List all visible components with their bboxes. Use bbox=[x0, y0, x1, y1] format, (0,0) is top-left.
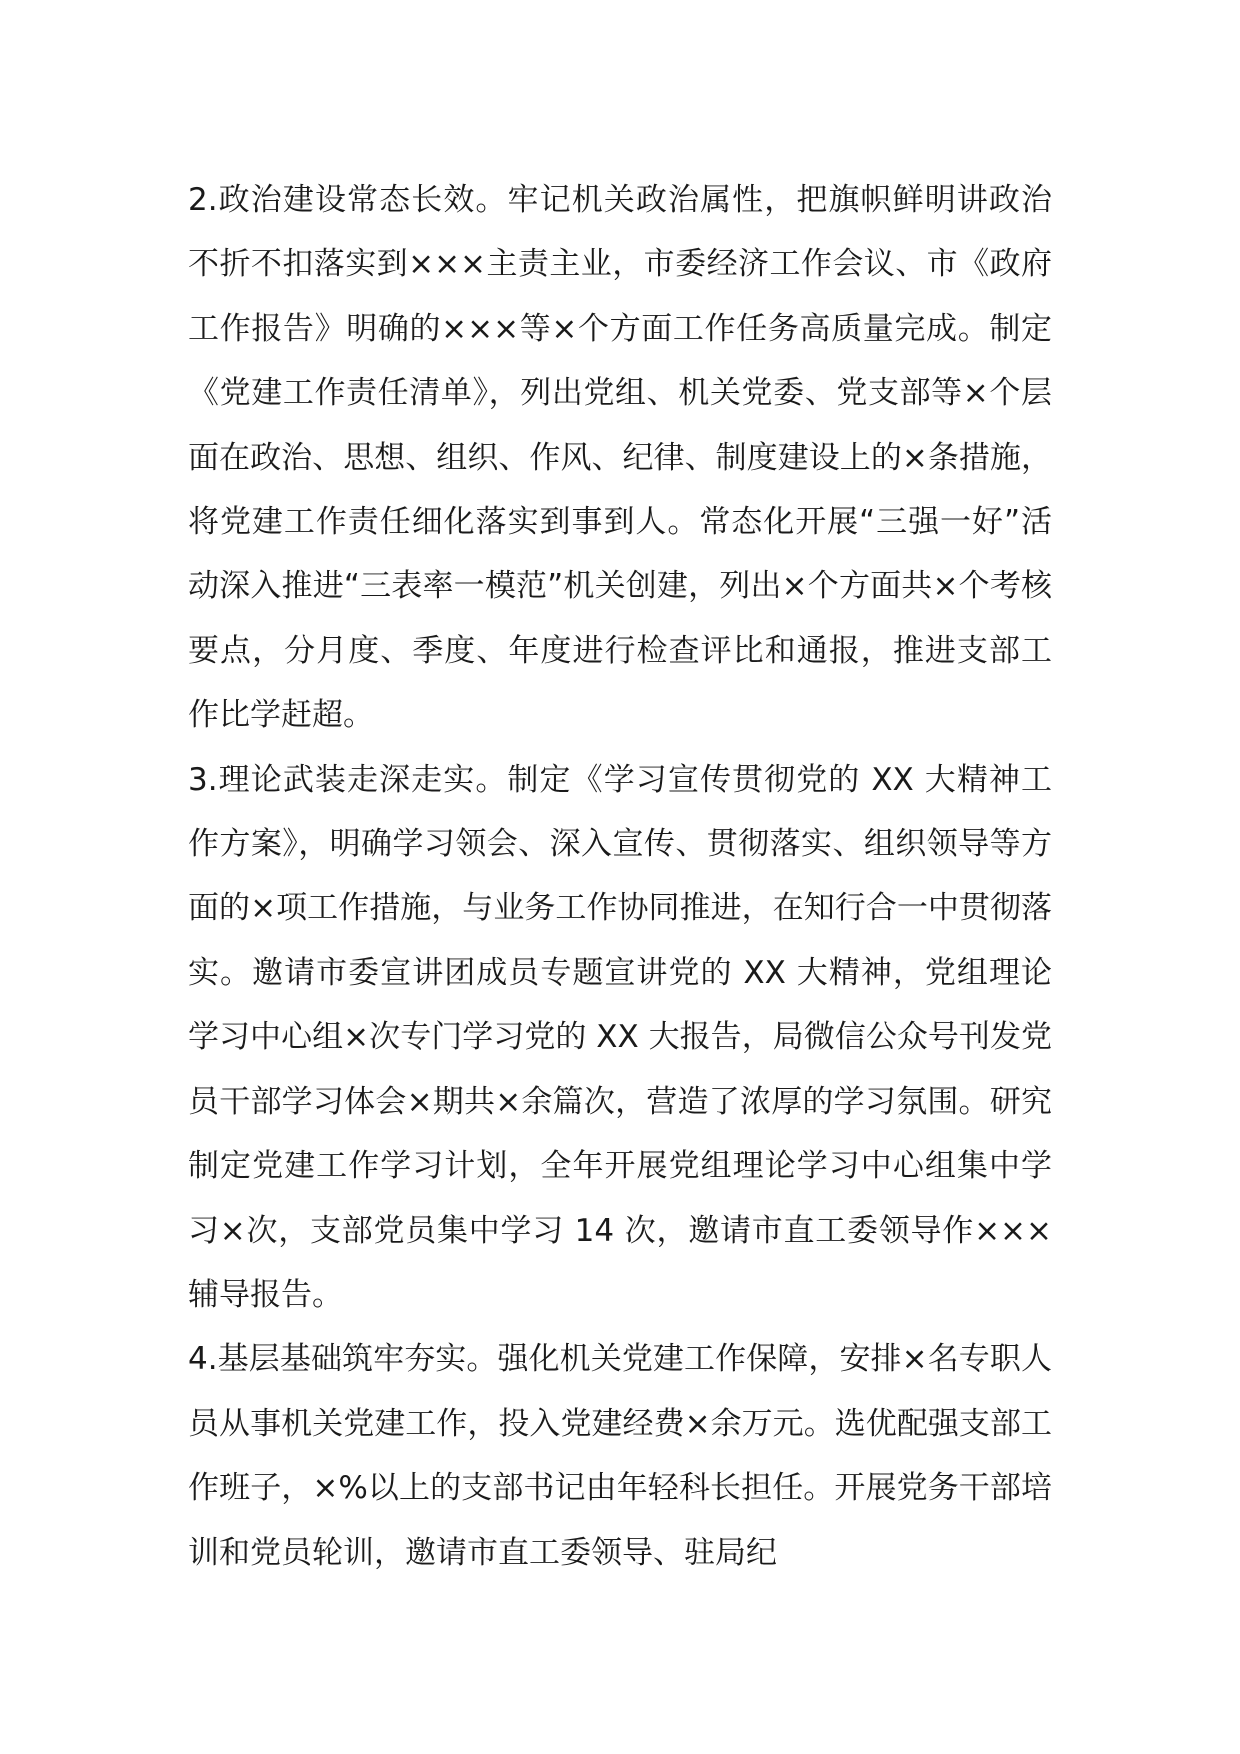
paragraph-theory-study: 3.理论武装走深走实。制定《学习宣传贯彻党的 XX 大精神工作方案》，明确学习领会、深入宣传、贯彻落实、组织领导等方面的×项工作措施，与业务工作协同推进，在知行合一中贯彻落实。邀请市委宣讲团成员专题宣讲党的 XX 大精神，党组理论学习中心组×次专门学习党的 XX 大报告，局微信公众号刊发党员干部学习体会×期共×余篇次，营造了浓厚的学习氛围。研究制定党建工作学习计划，全年开展党组理论学习中心组集中学习×次，支部党员集中学习 14 次，邀请市直工委领导作×××辅导报告。 bbox=[188, 761, 1052, 1313]
paragraph-grassroots-foundation: 4.基层基础筑牢夯实。强化机关党建工作保障，安排×名专职人员从事机关党建工作，投入党建经费×余万元。选优配强支部工作班子，×%以上的支部书记由年轻科长担任。开展党务干部培训和党员轮训，邀请市直工委领导、驻局纪 bbox=[188, 1341, 1052, 1571]
document-body bbox=[188, 168, 1052, 1585]
paragraph-political-construction: 2.政治建设常态长效。牢记机关政治属性，把旗帜鲜明讲政治不折不扣落实到×××主责主业，市委经济工作会议、市《政府工作报告》明确的×××等×个方面工作任务高质量完成。制定《党建工作责任清单》，列出党组、机关党委、党支部等×个层面在政治、思想、组织、作风、纪律、制度建设上的×条措施，将党建工作责任细化落实到事到人。常态化开展“三强一好”活动深入推进“三表率一模范”机关创建，列出×个方面共×个考核要点，分月度、季度、年度进行检查评比和通报，推进支部工作比学赶超。 bbox=[188, 182, 1052, 734]
